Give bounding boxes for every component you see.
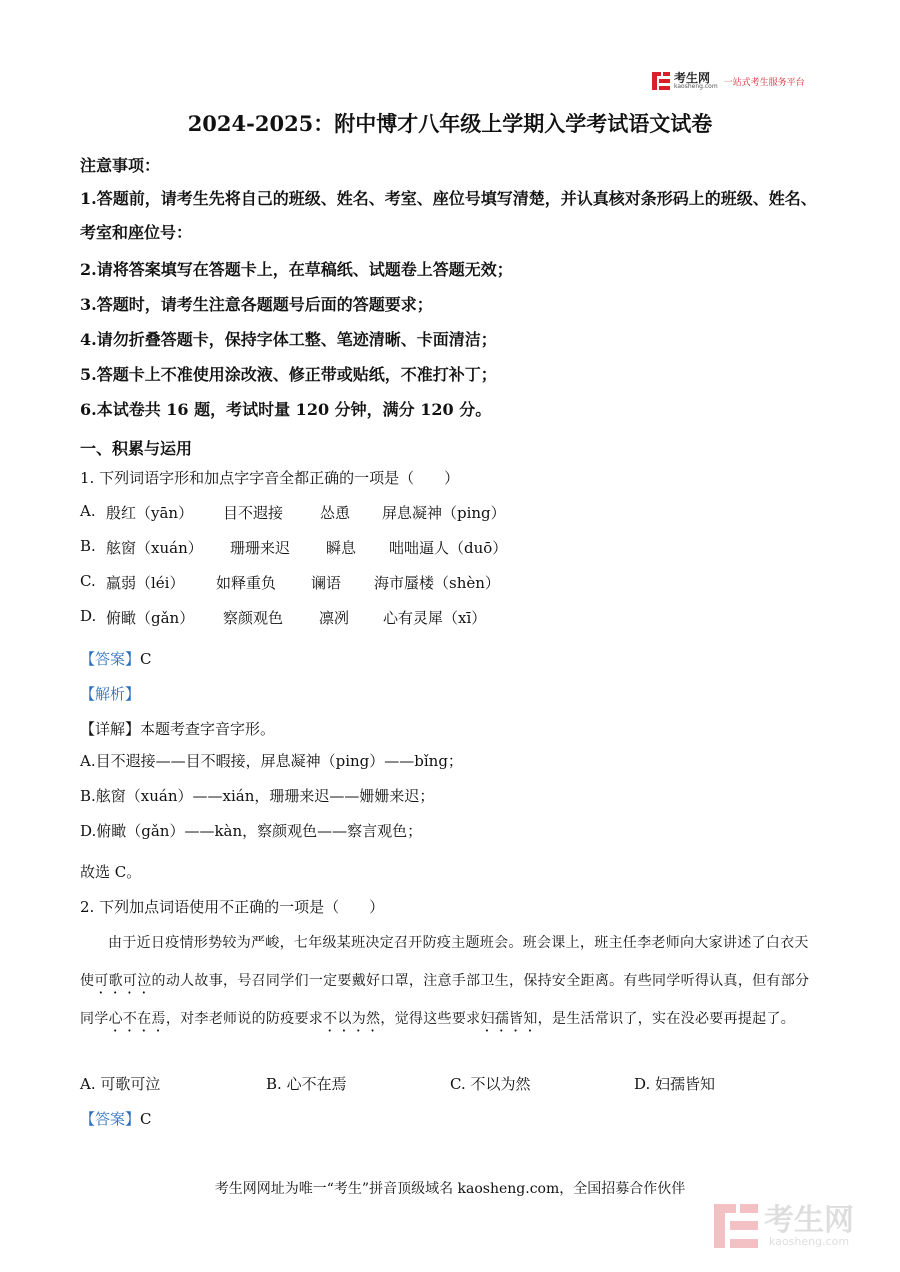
q2-option-a (80, 1073, 160, 1094)
notice-item: 5.答题卡上不准使用涂改液、修正带或贴纸，不准打补丁； (80, 365, 497, 384)
q1-option-b (80, 537, 840, 561)
option-word: 屏息凝神（ping） (382, 504, 506, 522)
q1-option-c (80, 572, 840, 596)
q2-option-b (266, 1073, 347, 1094)
option-text: 妇孺皆知 (655, 1075, 716, 1093)
option-word: 舷窗（xuán） (106, 539, 203, 557)
q1-detail-line: B.舷窗（xuán）——xián，珊珊来迟——姗姗来迟； (80, 787, 435, 805)
section-heading: 一、积累与运用 (80, 439, 193, 458)
dotted-word: 心不在焉 (108, 1011, 166, 1027)
q2-passage (80, 924, 820, 1038)
option-label: D. (634, 1075, 651, 1093)
q2-option-c (450, 1073, 531, 1094)
q1-analysis-tag: 【解析】 (80, 685, 141, 703)
option-word: 凛冽 (319, 609, 350, 627)
detail-intro: 本题考查字音字形。 (140, 720, 276, 738)
option-label: D. (80, 607, 97, 625)
watermark-name: 考生网 (764, 1202, 854, 1238)
notice-item: 3.答题时，请考生注意各题题号后面的答题要求； (80, 295, 433, 314)
q2-option-d (634, 1073, 715, 1094)
answer-tag: 【答案】 (80, 1110, 141, 1128)
q1-option-a (80, 502, 840, 526)
option-label: A. (80, 502, 96, 520)
option-label: C. (450, 1075, 466, 1093)
option-word: 羸弱（léi） (106, 574, 185, 592)
watermark (714, 1204, 854, 1248)
q1-conclusion: 故选 C。 (80, 863, 142, 881)
passage-text: ，对李老师说的防疫要求 (165, 1011, 324, 1027)
notice-heading: 注意事项： (80, 156, 161, 175)
brand-slogan: 一站式考生服务平台 (723, 77, 805, 88)
question-2-stem: 2. 下列加点词语使用不正确的一项是（ ） (80, 898, 385, 916)
option-word: 殷红（yān） (106, 504, 194, 522)
exam-title: 2024-2025：附中博才八年级上学期入学考试语文试卷 (187, 111, 713, 136)
page-footer: 考生网网址为唯一“考生”拼音顶级域名 kaosheng.com，全国招募合作伙伴 (214, 1181, 686, 1197)
option-word: 察颜观色 (223, 609, 284, 627)
q1-detail (80, 718, 275, 739)
brand-logo-icon (652, 72, 670, 90)
option-word: 俯瞰（gǎn） (106, 609, 195, 627)
detail-tag: 【详解】 (80, 720, 141, 738)
watermark-url: kaosheng.com (768, 1234, 850, 1248)
answer-value: C (140, 650, 152, 668)
option-word: 如释重负 (216, 574, 277, 592)
brand-url: kaosheng.com (674, 83, 718, 90)
q1-detail-line: A.目不遐接——目不暇接，屏息凝神（ping）——bǐng； (80, 752, 463, 770)
option-label: B. (266, 1075, 282, 1093)
option-word: 怂恿 (320, 504, 351, 522)
option-word: 目不遐接 (223, 504, 284, 522)
passage-text: ，觉得这些要求 (380, 1011, 481, 1027)
option-label: B. (80, 537, 96, 555)
question-1-stem: 1. 下列词语字形和加点字字音全都正确的一项是（ ） (80, 469, 460, 487)
dotted-word: 不以为然 (323, 1011, 381, 1027)
q1-detail-line: D.俯瞰（gǎn）——kàn，察颜观色——察言观色； (80, 822, 423, 840)
option-label: C. (80, 572, 96, 590)
brand-logo (652, 70, 805, 92)
passage-text: ，是生活常识了，实在没必要再提起了。 (537, 1011, 796, 1027)
passage-text: 的动人故事，号召同学们一定要戴好口罩，注意手部卫生，保持安全距离。有些同学听得认真，但有部分同学 (80, 973, 810, 1027)
q1-answer (80, 648, 152, 669)
dotted-word: 妇孺皆知 (480, 1011, 538, 1027)
watermark-logo-icon (714, 1204, 758, 1248)
answer-value: C (140, 1110, 152, 1128)
option-word: 咄咄逼人（duō） (389, 539, 508, 557)
notice-item: 1.答题前，请考生先将自己的班级、姓名、考室、座位号填写清楚，并认真核对条形码上的班级、姓名、考室和座位号： (80, 189, 817, 242)
answer-tag: 【答案】 (80, 650, 141, 668)
option-word: 珊珊来迟 (230, 539, 291, 557)
option-text: 不以为然 (470, 1075, 531, 1093)
option-word: 心有灵犀（xī） (383, 609, 487, 627)
option-label: A. (80, 1075, 96, 1093)
q2-options (80, 1073, 820, 1097)
brand-name: 考生网 (674, 71, 711, 85)
notice-item: 4.请勿折叠答题卡，保持字体工整、笔迹清晰、卡面清洁； (80, 330, 497, 349)
passage-text: 由于近日疫情形势较为严峻，七年级某班决定召开防疫主题班会。班会课上，班主任李老师向大家讲述了白衣天使 (80, 935, 809, 989)
q2-answer (80, 1108, 152, 1129)
q1-option-d (80, 607, 840, 631)
dotted-word: 可歌可泣 (94, 973, 152, 989)
option-text: 心不在焉 (286, 1075, 347, 1093)
option-word: 海市蜃楼（shèn） (374, 574, 500, 592)
option-word: 谰语 (311, 574, 342, 592)
notice-item: 2.请将答案填写在答题卡上，在草稿纸、试题卷上答题无效； (80, 260, 513, 279)
notice-item: 6.本试卷共 16 题，考试时量 120 分钟，满分 120 分。 (80, 400, 492, 419)
option-word: 瞬息 (326, 539, 357, 557)
option-text: 可歌可泣 (100, 1075, 161, 1093)
